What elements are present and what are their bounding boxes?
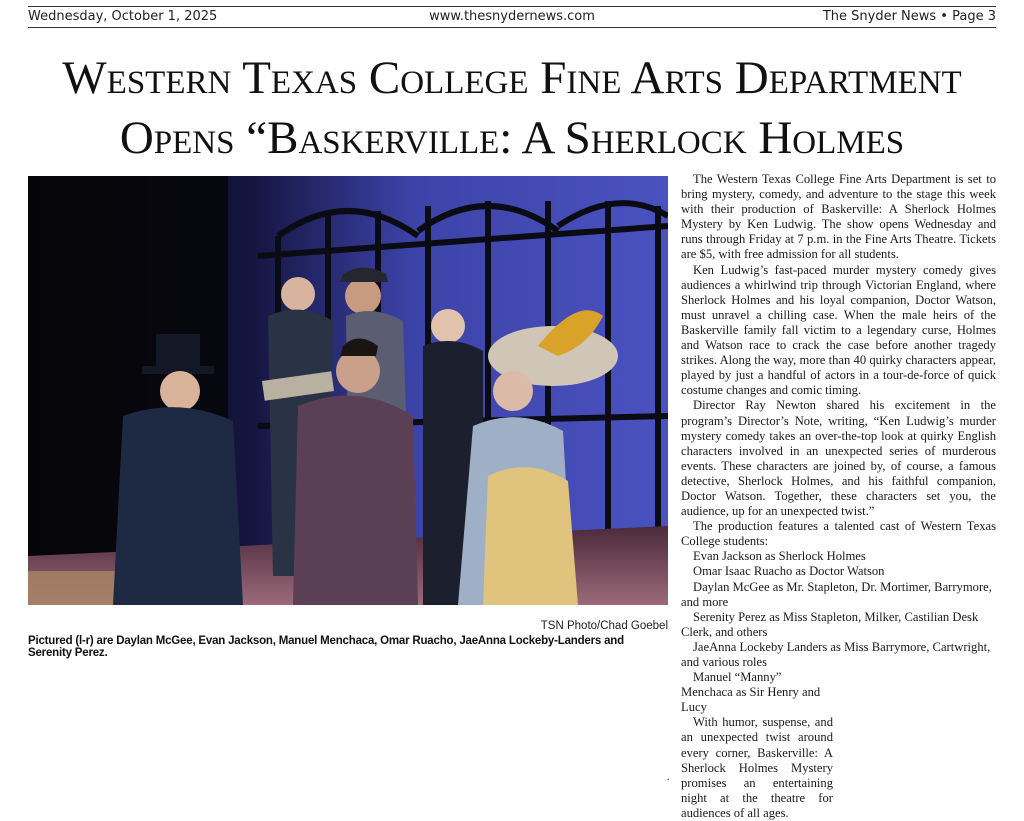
article-paragraph: The Western Texas College Fine Arts Department is set to bring mystery, comedy, and adventure to the stage this week with their production of Baskerville: A Sherlock Holmes Mystery by Ken Ludwig. The show opens Wednesday and runs through Friday at 7 p.m. in the Fine Arts Theatre. Tickets are $5, with free admission for all students. (681, 172, 996, 262)
publication-page: The Snyder News • Page 3 (822, 9, 996, 24)
issue-date: Wednesday, October 1, 2025 (28, 9, 218, 24)
cast-item: Omar Isaac Ruacho as Doctor Watson (693, 564, 885, 579)
cast-item: Daylan McGee as Mr. Stapleton, Dr. Mortimer, Barrymore, and more (681, 579, 992, 609)
headline-line-1: Western Texas College Fine Arts Department (62, 52, 962, 104)
photo-credit: TSN Photo/Chad Goebel (540, 620, 668, 632)
article-paragraph: Ken Ludwig’s fast-paced murder mystery comedy gives audiences a whirlwind trip through Victorian England, where Sherlock Holmes and his loyal companion, Doctor Watson, must unravel a chilling case. When the male heirs of the Baskerville family fall victim to a legendary curse, Holmes and Watson race to crack the case before another tragedy strikes. Along the way, more than 40 quirky characters appear, played by just a handful of actors in a tour-de-force of quick costume changes and comic timing. (681, 262, 996, 398)
article-paragraph: Director Ray Newton shared his excitement in the program’s Director’s Note, writing, “Ken Ludwig’s murder mystery comedy takes an over-the-top look at quirky English characters involved in an unexpected series of murderous events. These characters are joined by, of course, a famous detective, Sherlock Holmes, and his faithful companion, Doctor Watson. Together, these characters set you, the audience, up for an unexpected twist.” (681, 398, 996, 519)
stage-photo (28, 176, 668, 605)
stray-mark: . (667, 772, 670, 783)
page-header (28, 6, 996, 28)
cast-item: Serenity Perez as Miss Stapleton, Milker, Castilian Desk Clerk, and others (681, 609, 979, 639)
photo-caption: Pictured (l-r) are Daylan McGee, Evan Jackson, Manuel Menchaca, Omar Ruacho, JaeAnna Lockeby-Landers and Serenity Perez. (28, 635, 624, 659)
stage-photo-illustration (28, 176, 668, 605)
article-body (681, 172, 996, 821)
article-closing: With humor, suspense, and an unexpected twist around every corner, Baskerville: A Sherlock Holmes Mystery promises an entertaining night at the theatre for audiences of all ages. (681, 715, 833, 820)
website-link[interactable]: www.thesnydernews.com (429, 9, 595, 24)
cast-item: JaeAnna Lockeby Landers as Miss Barrymore, Cartwright, and various roles (681, 639, 991, 669)
article-paragraph: The production features a talented cast of Western Texas College students: (681, 519, 996, 549)
headline-line-2: Opens “Baskerville: A Sherlock Holmes (119, 112, 905, 164)
cast-item: Manuel “Manny” Menchaca as Sir Henry and Lucy (681, 670, 821, 715)
cast-item: Evan Jackson as Sherlock Holmes (693, 549, 866, 564)
